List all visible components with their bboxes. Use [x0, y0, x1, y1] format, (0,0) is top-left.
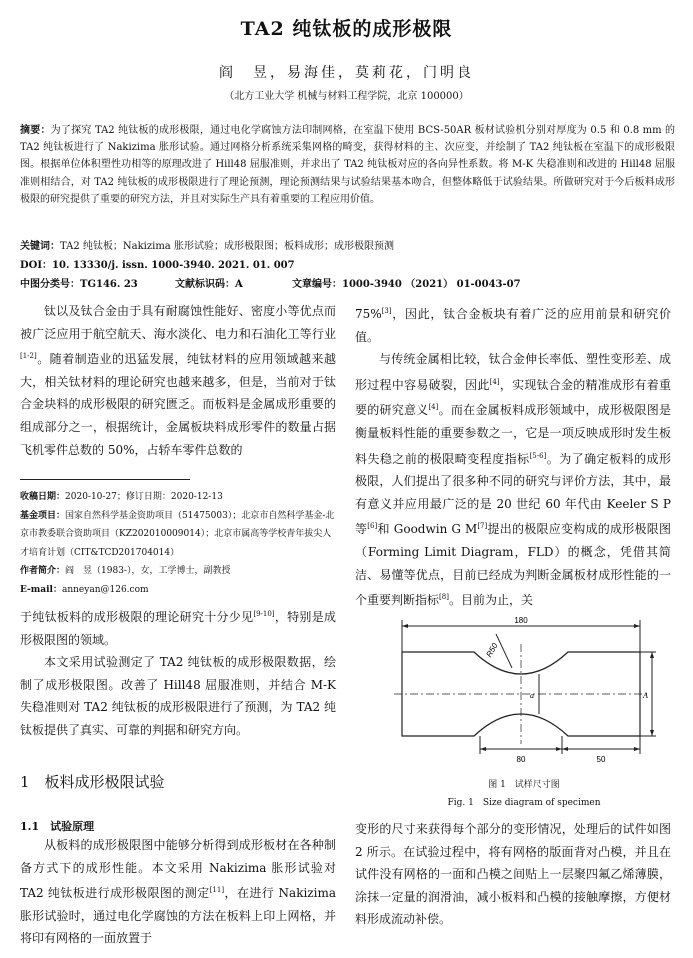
- right-paragraph-1: 75%[3]，因此，钛合金板块有着广泛的应用前景和研究价值。: [355, 307, 671, 344]
- doc-code-label: 文献标识码：: [175, 279, 235, 290]
- article-number-label: 文章编号：: [292, 279, 342, 290]
- paragraph-cont: 于纯钛板料的成形极限的理论研究十分少见[9-10]，特别是成形极限图的领域。: [20, 610, 336, 647]
- paper-title: TA2 纯钛板的成形极限: [240, 18, 453, 40]
- right-paragraph-2: 与传统金属相比较，钛合金伸长率低、塑性变形差、成形过程中容易破裂，因此[4]，实现钛合金的精准成形有着重要的研究意义[4]。而在金属板料成形领域中，成形极限图是衡量板料性能的重要参数之一，它是一项反映成形时发生板料失稳之前的极限畸变程度指标[5-6]。为了确定板料的成形极限，人们提出了很多种不同的研究与评价方法，其中，最有意义并应用最广泛的是 20 世纪 60 年代由 Keeler S P 等[6]和 Goodwin G M[7]提出的极限应变构成的成形极限图（Forming Limit Diagram，FLD）的概念，凭借其简洁、易懂等优点，目前已经成为判断金属板材成形性能的一个重要判断指标[8]。目前为止，关: [355, 352, 671, 608]
- received-date: 收稿日期：2020-10-27；修订日期：2020-12-13: [20, 492, 223, 502]
- footnote-rule: [20, 479, 190, 480]
- figure-caption-en: Fig. 1 Size diagram of specimen: [447, 798, 601, 808]
- section-heading-1-1: 1.1 试验原理: [20, 820, 95, 833]
- paragraph-method: 本文采用试验测定了 TA2 纯钛板的成形极限数据，绘制了成形极限图。改善了 Hill48 屈服准则，并结合 M-K 失稳准则对 TA2 纯钛板的成形极限进行了预测，为 TA2 纯钛板提供了真实、可靠的判据和研究方向。: [20, 655, 336, 737]
- dim-A-label: A: [643, 691, 648, 700]
- dim-50-label: 50: [596, 755, 606, 764]
- principle-paragraph: 从板料的成形极限图中能够分析得到成形板材在各种制备方式下的成形性能。本文采用 Nakizima 胀形试验对 TA2 纯钛板进行成形极限图的测定[11]，在进行 Nakizima 胀形试验时，通过电化学腐蚀的方法在板料上印上网格，并将印有网格的一面放置于: [20, 838, 336, 946]
- doc-code-value: A: [235, 279, 243, 290]
- right-paragraph-3: 变形的尺寸来获得每个部分的变形情况，处理后的试件如图 2 所示。在试验过程中，将有网格的版面背对凸模，并且在试件没有网格的一面和凸模之间贴上一层聚四氟乙烯薄膜，涂抹一定量的润滑油，减小板料和凸模的接触摩擦，方便材料形成流动补偿。: [355, 822, 671, 927]
- abstract-text: 为了探究 TA2 纯钛板的成形极限，通过电化学腐蚀方法印制网格，在室温下使用 BCS-50AR 板材试验机分别对厚度为 0.5 和 0.8 mm 的 TA2 纯钛板进行了 Nakizima 胀形试验。通过网格分析系统采集网格的畸变，获得材料的主、次应变，并绘制了 TA2 纯钛板在室温下的成形极限图。根据单位体积塑性功相等的原理改进了 Hill48 屈服准则，并求出了 TA2 纯钛板对应的各向异性系数。将 M-K 失稳准则和改进的 Hill48 屈服准则相结合，对 TA2 纯钛板的成形极限进行了理论预测，理论预测结果与试验结果基本吻合，但整体略低于试验结果。所做研究对于今后板料成形极限的研究提供了重要的研究方法，并且对实际生产具有着重要的工程应用价值。: [20, 125, 676, 205]
- footnote: [20, 488, 338, 600]
- left-column-cont: [20, 603, 336, 742]
- article-number: [292, 275, 521, 290]
- specimen-size-diagram: [384, 612, 664, 772]
- keywords-text: TA2 纯钛板；Nakizima 胀形试验；成形极限图；板料成形；成形极限预测: [60, 241, 394, 252]
- left-column-principle: [20, 834, 336, 950]
- dim-radius-label: R50: [484, 641, 500, 659]
- dim-80-label: 80: [516, 755, 526, 764]
- dim-a-label: a: [530, 691, 534, 700]
- doc-code: [175, 275, 243, 290]
- affiliation: （北方工业大学 机械与材料工程学院，北京 100000）: [224, 91, 469, 102]
- doi: DOI：10. 13330/j. issn. 1000-3940. 2021. 01. 007: [20, 260, 295, 271]
- fund-info: 基金项目：国家自然科学基金资助项目（51475003）；北京市自然科学基金-北京市教委联合资助项目（KZ202010009014）；北京市属高等学校青年拔尖人才培育计划（CIT&TCD201704014）: [20, 510, 335, 558]
- abstract: [20, 122, 675, 208]
- section-heading-1: 1 板料成形极限试验: [20, 773, 165, 791]
- keywords-label: 关键词：: [20, 241, 60, 252]
- clc-value: TG146. 23: [80, 279, 138, 290]
- email: E-mail：anneyan@126.com: [20, 584, 149, 595]
- figure-caption-cn: 图 1 试样尺寸图: [488, 780, 560, 790]
- clc-number: [20, 275, 138, 290]
- intro-paragraph: 钛以及钛合金由于具有耐腐蚀性能好、密度小等优点而被广泛应用于航空航天、海水淡化、电力和石油化工等行业[1-2]。随着制造业的迅猛发展，纯钛材料的应用领域越来越大，相关钛材料的理论研究也越来越多，但是，当前对于钛合金块料的成形极限的研究匮乏。而板料是金属成形重要的组成部分之一，根据统计，金属板块料成形零件的数量占据飞机零件总数的 50%，占轿车零件总数的: [20, 304, 336, 457]
- author-bio: 作者简介：阎 昱（1983-），女，工学博士，副教授: [20, 566, 231, 577]
- abstract-label: 摘要：: [20, 125, 51, 136]
- right-column: [355, 300, 671, 612]
- author-list: 阎 昱，易海佳，莫莉花，门明良: [219, 65, 474, 81]
- clc-label: 中图分类号：: [20, 279, 80, 290]
- keywords: [20, 237, 675, 252]
- dim-total-label: 180: [514, 616, 528, 625]
- article-number-value: 1000-3940 （2021） 01-0043-07: [342, 279, 521, 290]
- left-column-intro: [20, 300, 336, 461]
- right-column-cont: [355, 818, 671, 931]
